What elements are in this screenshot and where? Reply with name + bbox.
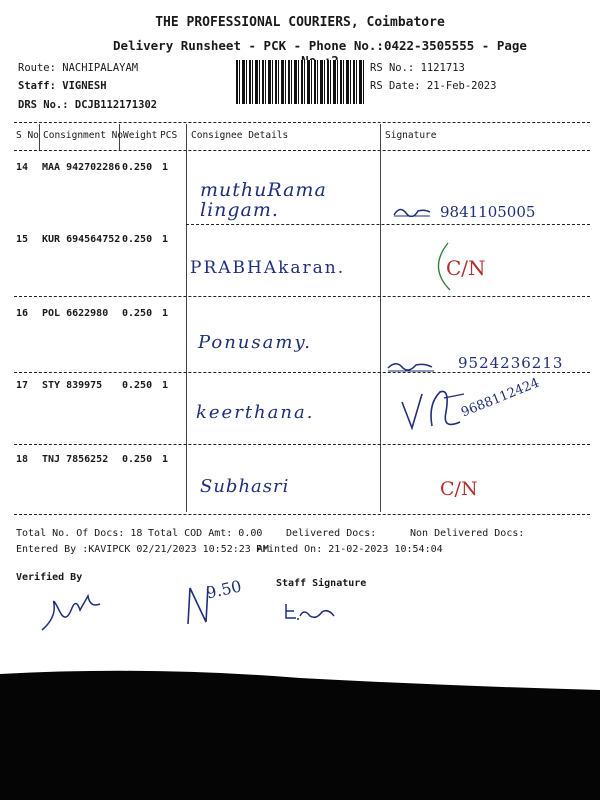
row-rule xyxy=(14,372,590,373)
barcode xyxy=(236,60,364,104)
row-consignment: STY 839975 xyxy=(42,380,103,391)
row-pcs: 1 xyxy=(162,234,169,245)
drs-label: DRS No.: xyxy=(18,99,69,111)
col-header-weight: Weight xyxy=(123,130,158,141)
col-header-sno: S No xyxy=(16,130,39,141)
staff-value: VIGNESH xyxy=(62,80,107,92)
row-consignment: TNJ 7856252 xyxy=(42,454,109,465)
row-sno: 18 xyxy=(16,454,29,465)
signature-handwriting: 9841105005 xyxy=(440,203,536,221)
col-divider xyxy=(186,124,187,512)
staff-signature-label: Staff Signature xyxy=(276,578,367,589)
verifier-signature xyxy=(36,588,106,634)
rs-date-label: RS Date: xyxy=(370,80,421,92)
row-weight: 0.250 xyxy=(122,162,153,173)
staff-label: Staff: xyxy=(18,80,56,92)
signature-scribble xyxy=(398,384,468,436)
non-delivered-docs: Non Delivered Docs: xyxy=(410,528,525,539)
rs-date-line xyxy=(370,80,496,92)
scan-background xyxy=(0,660,600,800)
row-sno: 16 xyxy=(16,308,29,319)
total-cod: Total COD Amt: 0.00 xyxy=(148,528,263,539)
row-pcs: 1 xyxy=(162,380,169,391)
col-header-consignment: Consignment No xyxy=(43,130,124,141)
total-docs: Total No. Of Docs: 18 xyxy=(16,528,143,539)
row-consignment: MAA 942702286 xyxy=(42,162,121,173)
consignee-handwriting: PRABHAkaran. xyxy=(190,258,346,278)
rs-no-label: RS No.: xyxy=(370,62,415,74)
row-consignment: POL 6622980 xyxy=(42,308,109,319)
drs-value: DCJB112171302 xyxy=(74,99,158,111)
table-header-rule xyxy=(14,150,590,151)
row-sno: 15 xyxy=(16,234,29,245)
row-pcs: 1 xyxy=(162,454,169,465)
table-top-rule xyxy=(14,122,590,123)
time-handwriting: 9.50 xyxy=(204,576,244,603)
row-pcs: 1 xyxy=(162,308,169,319)
consignee-handwriting: muthuRama lingam. xyxy=(200,179,327,221)
staff-line xyxy=(18,80,107,92)
row-rule xyxy=(186,224,590,225)
row-rule xyxy=(14,444,590,445)
signature-handwriting: 9688112424 xyxy=(459,375,542,421)
row-weight: 0.250 xyxy=(122,380,153,391)
signature-scribble xyxy=(386,357,436,371)
col-divider xyxy=(380,124,381,512)
row-weight: 0.250 xyxy=(122,234,153,245)
row-rule xyxy=(14,296,590,297)
route-label: Route: xyxy=(18,62,56,74)
col-header-pcs: PCS xyxy=(160,130,178,141)
col-divider xyxy=(39,124,40,150)
row-weight: 0.250 xyxy=(122,454,153,465)
consignee-handwriting: Subhasri xyxy=(200,476,290,497)
delivered-docs: Delivered Docs: xyxy=(286,528,377,539)
consignee-handwriting: keerthana. xyxy=(196,402,315,423)
staff-signature xyxy=(282,598,342,624)
rs-no-value: 1121713 xyxy=(420,62,465,74)
signature-scribble xyxy=(392,202,432,214)
row-sno: 17 xyxy=(16,380,29,391)
signature-handwriting: C/N xyxy=(446,256,486,280)
consignee-handwriting: Ponusamy. xyxy=(198,332,312,353)
route-value: NACHIPALAYAM xyxy=(62,62,139,74)
document-subtitle: Delivery Runsheet - PCK - Phone No.:0422-3505555 - Page xyxy=(113,38,527,53)
drs-line xyxy=(18,99,157,111)
rs-date-value: 21-Feb-2023 xyxy=(426,80,497,92)
entered-by: Entered By :KAVIPCK 02/21/2023 10:52:23 AM xyxy=(16,544,269,555)
signature-handwriting: C/N xyxy=(440,478,478,500)
row-weight: 0.250 xyxy=(122,308,153,319)
route-line xyxy=(18,62,138,74)
col-header-signature: Signature xyxy=(385,130,437,141)
signature-handwriting: 9524236213 xyxy=(458,354,564,372)
col-header-consignee: Consignee Details xyxy=(191,130,289,141)
row-pcs: 1 xyxy=(162,162,169,173)
row-consignment: KUR 694564752 xyxy=(42,234,121,245)
row-sno: 14 xyxy=(16,162,29,173)
rs-no-line xyxy=(370,62,465,74)
table-bottom-rule xyxy=(14,514,590,515)
document-title: THE PROFESSIONAL COURIERS, Coimbatore xyxy=(155,15,445,30)
printed-on: Printed On: 21-02-2023 10:54:04 xyxy=(256,544,443,555)
verified-by-label: Verified By xyxy=(16,572,83,583)
